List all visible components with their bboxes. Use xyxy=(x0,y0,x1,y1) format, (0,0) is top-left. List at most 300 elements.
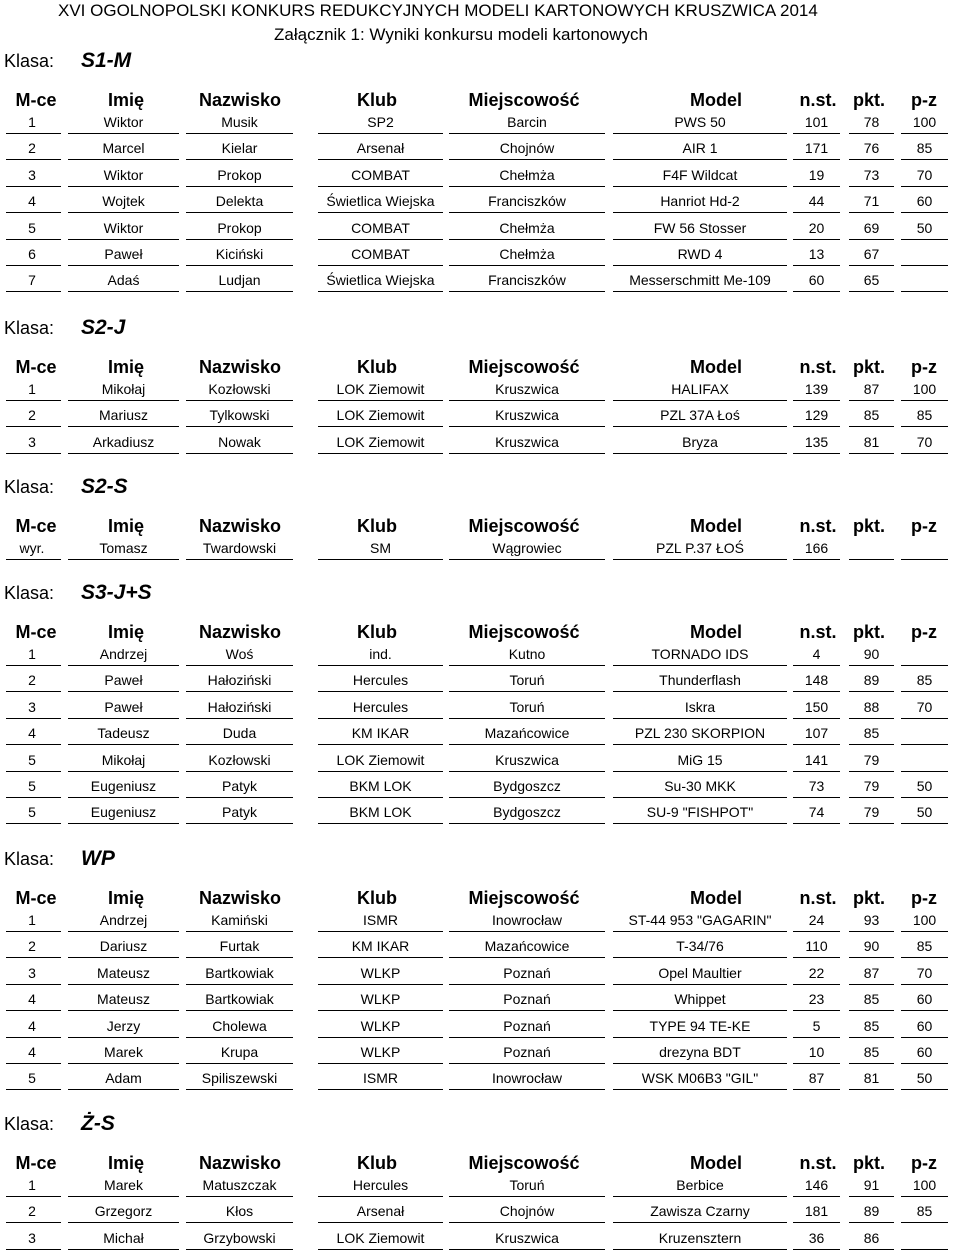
cell-town: Kruszwica xyxy=(449,750,605,772)
class-label: Klasa: xyxy=(4,51,55,71)
cell-first-name: Marek xyxy=(68,1042,179,1064)
column-header-town: Miejscowość xyxy=(468,888,580,908)
cell-model: TYPE 94 TE-KE xyxy=(613,1016,787,1038)
column-header-club: Klub xyxy=(357,622,397,642)
column-header-place: M-ce xyxy=(15,1153,57,1173)
cell-place: 4 xyxy=(6,989,61,1011)
cell-last-name: Nowak xyxy=(186,432,293,454)
cell-place: 2 xyxy=(6,670,61,692)
column-header-pz-points: p-z xyxy=(911,90,937,110)
class-name: Ż-S xyxy=(81,1112,115,1135)
cell-club: WLKP xyxy=(318,1016,443,1038)
cell-start-number: 36 xyxy=(793,1228,840,1250)
cell-club: SP2 xyxy=(318,112,443,134)
cell-pz-points: 85 xyxy=(901,405,948,427)
class-label: Klasa: xyxy=(4,318,55,338)
table-row xyxy=(0,989,960,1015)
cell-first-name: Mikołaj xyxy=(68,750,179,772)
column-header-last-name: Nazwisko xyxy=(198,1153,282,1173)
cell-model: TORNADO IDS xyxy=(613,644,787,666)
cell-town: Franciszków xyxy=(449,191,605,213)
column-header-town: Miejscowość xyxy=(468,516,580,536)
cell-start-number: 24 xyxy=(793,910,840,932)
column-header-town: Miejscowość xyxy=(468,1153,580,1173)
cell-last-name: Kozłowski xyxy=(186,750,293,772)
column-header-first-name: Imię xyxy=(107,516,145,536)
cell-last-name: Spiliszewski xyxy=(186,1068,293,1090)
column-header-town: Miejscowość xyxy=(468,622,580,642)
column-header-place: M-ce xyxy=(15,888,57,908)
column-header-place: M-ce xyxy=(15,516,57,536)
table-row xyxy=(0,1016,960,1042)
results-table xyxy=(0,910,960,1095)
cell-town: Chełmża xyxy=(449,218,605,240)
table-row xyxy=(0,697,960,723)
cell-points: 89 xyxy=(849,670,894,692)
column-header-club: Klub xyxy=(357,1153,397,1173)
cell-model: ST-44 953 "GAGARIN" xyxy=(613,910,787,932)
cell-model: Iskra xyxy=(613,697,787,719)
table-row xyxy=(0,218,960,244)
column-header-points: pkt. xyxy=(852,622,886,642)
cell-place: 2 xyxy=(6,1201,61,1223)
results-table xyxy=(0,379,960,458)
cell-start-number: 4 xyxy=(793,644,840,666)
table-row xyxy=(0,723,960,749)
cell-club: Świetlica Wiejska xyxy=(318,270,443,292)
cell-pz-points: 60 xyxy=(901,989,948,1011)
cell-first-name: Mateusz xyxy=(68,989,179,1011)
column-header-points: pkt. xyxy=(852,1153,886,1173)
cell-last-name: Prokop xyxy=(186,165,293,187)
cell-place: 4 xyxy=(6,1042,61,1064)
cell-place: 4 xyxy=(6,191,61,213)
cell-start-number: 101 xyxy=(793,112,840,134)
cell-pz-points: 60 xyxy=(901,1042,948,1064)
cell-first-name: Marek xyxy=(68,1175,179,1197)
cell-town: Poznań xyxy=(449,989,605,1011)
cell-place: 5 xyxy=(6,802,61,824)
cell-town: Kutno xyxy=(449,644,605,666)
table-header xyxy=(0,354,960,378)
cell-start-number: 23 xyxy=(793,989,840,1011)
cell-points: 65 xyxy=(849,270,894,292)
table-row xyxy=(0,1068,960,1094)
cell-first-name: Wojtek xyxy=(68,191,179,213)
cell-model: HALIFAX xyxy=(613,379,787,401)
cell-last-name: Twardowski xyxy=(186,538,293,560)
table-row xyxy=(0,165,960,191)
cell-pz-points: 50 xyxy=(901,1068,948,1090)
cell-model: Berbice xyxy=(613,1175,787,1197)
cell-first-name: Andrzej xyxy=(68,910,179,932)
cell-model: SU-9 "FISHPOT" xyxy=(613,802,787,824)
cell-model: Kruzensztern xyxy=(613,1228,787,1250)
cell-model: FW 56 Stosser xyxy=(613,218,787,240)
table-row xyxy=(0,802,960,828)
cell-points: 71 xyxy=(849,191,894,213)
cell-last-name: Tylkowski xyxy=(186,405,293,427)
cell-start-number: 150 xyxy=(793,697,840,719)
column-header-pz-points: p-z xyxy=(911,888,937,908)
cell-start-number: 44 xyxy=(793,191,840,213)
table-row xyxy=(0,432,960,458)
cell-first-name: Dariusz xyxy=(68,936,179,958)
cell-start-number: 139 xyxy=(793,379,840,401)
cell-points: 90 xyxy=(849,936,894,958)
table-header xyxy=(0,885,960,909)
cell-club: Hercules xyxy=(318,670,443,692)
column-header-last-name: Nazwisko xyxy=(198,90,282,110)
cell-last-name: Musik xyxy=(186,112,293,134)
cell-points: 86 xyxy=(849,1228,894,1250)
cell-last-name: Krupa xyxy=(186,1042,293,1064)
cell-place: 3 xyxy=(6,963,61,985)
cell-start-number: 20 xyxy=(793,218,840,240)
cell-town: Chełmża xyxy=(449,165,605,187)
cell-model: PZL 230 SKORPION xyxy=(613,723,787,745)
cell-model: PZL 37A Łoś xyxy=(613,405,787,427)
cell-points: 90 xyxy=(849,644,894,666)
cell-place: 2 xyxy=(6,405,61,427)
cell-points: 69 xyxy=(849,218,894,240)
cell-start-number: 166 xyxy=(793,538,840,560)
column-header-last-name: Nazwisko xyxy=(198,888,282,908)
cell-club: KM IKAR xyxy=(318,723,443,745)
cell-town: Poznań xyxy=(449,963,605,985)
cell-town: Franciszków xyxy=(449,270,605,292)
results-table xyxy=(0,538,960,564)
cell-start-number: 73 xyxy=(793,776,840,798)
table-row xyxy=(0,244,960,270)
cell-club: ind. xyxy=(318,644,443,666)
cell-start-number: 5 xyxy=(793,1016,840,1038)
cell-pz-points: 100 xyxy=(901,1175,948,1197)
cell-place: 7 xyxy=(6,270,61,292)
cell-club: Hercules xyxy=(318,697,443,719)
cell-club: BKM LOK xyxy=(318,776,443,798)
cell-town: Kruszwica xyxy=(449,1228,605,1250)
column-header-start-number: n.st. xyxy=(799,888,837,908)
cell-pz-points xyxy=(901,750,948,772)
column-header-start-number: n.st. xyxy=(799,516,837,536)
cell-pz-points xyxy=(901,244,948,266)
cell-first-name: Adaś xyxy=(68,270,179,292)
column-header-last-name: Nazwisko xyxy=(198,357,282,377)
cell-last-name: Hałoziński xyxy=(186,670,293,692)
cell-place: 1 xyxy=(6,644,61,666)
cell-start-number: 13 xyxy=(793,244,840,266)
page-title: XVI OGOLNOPOLSKI KONKURS REDUKCYJNYCH MODELI KARTONOWYCH KRUSZWICA 2014 xyxy=(58,1,818,20)
cell-start-number: 10 xyxy=(793,1042,840,1064)
cell-last-name: Matuszczak xyxy=(186,1175,293,1197)
table-row xyxy=(0,1042,960,1068)
cell-town: Inowrocław xyxy=(449,910,605,932)
table-header xyxy=(0,87,960,111)
cell-pz-points: 70 xyxy=(901,963,948,985)
cell-first-name: Arkadiusz xyxy=(68,432,179,454)
column-header-first-name: Imię xyxy=(107,90,145,110)
column-header-first-name: Imię xyxy=(107,888,145,908)
cell-town: Mazańcowice xyxy=(449,723,605,745)
cell-last-name: Prokop xyxy=(186,218,293,240)
table-header xyxy=(0,513,960,537)
column-header-club: Klub xyxy=(357,90,397,110)
cell-club: COMBAT xyxy=(318,218,443,240)
cell-pz-points: 50 xyxy=(901,776,948,798)
cell-town: Kruszwica xyxy=(449,405,605,427)
cell-last-name: Kiciński xyxy=(186,244,293,266)
cell-model: Zawisza Czarny xyxy=(613,1201,787,1223)
cell-start-number: 171 xyxy=(793,138,840,160)
cell-pz-points: 85 xyxy=(901,1201,948,1223)
cell-pz-points: 100 xyxy=(901,910,948,932)
cell-last-name: Kozłowski xyxy=(186,379,293,401)
cell-last-name: Duda xyxy=(186,723,293,745)
cell-points: 79 xyxy=(849,776,894,798)
table-row xyxy=(0,112,960,138)
column-header-club: Klub xyxy=(357,357,397,377)
cell-model: T-34/76 xyxy=(613,936,787,958)
column-header-points: pkt. xyxy=(852,516,886,536)
column-header-club: Klub xyxy=(357,888,397,908)
cell-first-name: Marcel xyxy=(68,138,179,160)
cell-model: AIR 1 xyxy=(613,138,787,160)
column-header-start-number: n.st. xyxy=(799,90,837,110)
cell-first-name: Eugeniusz xyxy=(68,776,179,798)
column-header-last-name: Nazwisko xyxy=(198,516,282,536)
cell-points: 85 xyxy=(849,989,894,1011)
column-header-town: Miejscowość xyxy=(468,357,580,377)
cell-town: Bydgoszcz xyxy=(449,802,605,824)
cell-last-name: Kielar xyxy=(186,138,293,160)
cell-last-name: Cholewa xyxy=(186,1016,293,1038)
table-row xyxy=(0,963,960,989)
cell-place: 1 xyxy=(6,910,61,932)
column-header-model: Model xyxy=(690,888,742,908)
class-name: WP xyxy=(81,847,115,870)
column-header-points: pkt. xyxy=(852,888,886,908)
column-header-model: Model xyxy=(690,516,742,536)
table-row xyxy=(0,670,960,696)
cell-place: 6 xyxy=(6,244,61,266)
table-row xyxy=(0,750,960,776)
cell-model: Su-30 MKK xyxy=(613,776,787,798)
column-header-model: Model xyxy=(690,357,742,377)
cell-pz-points: 50 xyxy=(901,218,948,240)
column-header-start-number: n.st. xyxy=(799,622,837,642)
cell-town: Toruń xyxy=(449,670,605,692)
table-row xyxy=(0,138,960,164)
cell-town: Toruń xyxy=(449,1175,605,1197)
cell-place: 4 xyxy=(6,723,61,745)
cell-start-number: 181 xyxy=(793,1201,840,1223)
cell-club: ISMR xyxy=(318,910,443,932)
cell-town: Mazańcowice xyxy=(449,936,605,958)
column-header-pz-points: p-z xyxy=(911,622,937,642)
class-label: Klasa: xyxy=(4,477,55,497)
cell-last-name: Woś xyxy=(186,644,293,666)
cell-pz-points: 100 xyxy=(901,379,948,401)
cell-model: Hanriot Hd-2 xyxy=(613,191,787,213)
table-row xyxy=(0,1201,960,1227)
cell-pz-points: 70 xyxy=(901,165,948,187)
column-header-points: pkt. xyxy=(852,90,886,110)
cell-start-number: 19 xyxy=(793,165,840,187)
cell-last-name: Hałoziński xyxy=(186,697,293,719)
cell-first-name: Jerzy xyxy=(68,1016,179,1038)
cell-club: ISMR xyxy=(318,1068,443,1090)
cell-town: Bydgoszcz xyxy=(449,776,605,798)
cell-start-number: 129 xyxy=(793,405,840,427)
cell-pz-points xyxy=(901,270,948,292)
table-row xyxy=(0,644,960,670)
cell-club: Arsenał xyxy=(318,1201,443,1223)
class-name: S3-J+S xyxy=(81,581,152,604)
cell-start-number: 22 xyxy=(793,963,840,985)
cell-club: Świetlica Wiejska xyxy=(318,191,443,213)
column-header-model: Model xyxy=(690,1153,742,1173)
column-header-start-number: n.st. xyxy=(799,1153,837,1173)
table-row xyxy=(0,936,960,962)
class-label: Klasa: xyxy=(4,849,55,869)
cell-model: RWD 4 xyxy=(613,244,787,266)
cell-first-name: Paweł xyxy=(68,670,179,692)
cell-pz-points: 50 xyxy=(901,802,948,824)
cell-town: Chojnów xyxy=(449,1201,605,1223)
cell-points: 85 xyxy=(849,723,894,745)
cell-first-name: Michał xyxy=(68,1228,179,1250)
cell-town: Barcin xyxy=(449,112,605,134)
cell-first-name: Wiktor xyxy=(68,165,179,187)
cell-points: 91 xyxy=(849,1175,894,1197)
cell-pz-points: 85 xyxy=(901,138,948,160)
cell-start-number: 74 xyxy=(793,802,840,824)
cell-model: PZL P.37 ŁOŚ xyxy=(613,538,787,560)
cell-model: F4F Wildcat xyxy=(613,165,787,187)
cell-last-name: Kłos xyxy=(186,1201,293,1223)
cell-pz-points: 85 xyxy=(901,936,948,958)
cell-club: WLKP xyxy=(318,1042,443,1064)
cell-first-name: Paweł xyxy=(68,697,179,719)
cell-club: WLKP xyxy=(318,989,443,1011)
cell-points: 81 xyxy=(849,432,894,454)
cell-points: 87 xyxy=(849,379,894,401)
cell-town: Poznań xyxy=(449,1042,605,1064)
cell-town: Chełmża xyxy=(449,244,605,266)
cell-club: LOK Ziemowit xyxy=(318,405,443,427)
cell-points: 89 xyxy=(849,1201,894,1223)
cell-place: 1 xyxy=(6,1175,61,1197)
table-row xyxy=(0,1175,960,1201)
cell-start-number: 60 xyxy=(793,270,840,292)
cell-first-name: Wiktor xyxy=(68,218,179,240)
column-header-place: M-ce xyxy=(15,622,57,642)
cell-model: WSK M06B3 "GIL" xyxy=(613,1068,787,1090)
cell-town: Chojnów xyxy=(449,138,605,160)
cell-start-number: 107 xyxy=(793,723,840,745)
cell-points: 78 xyxy=(849,112,894,134)
results-table xyxy=(0,112,960,297)
class-name: S2-S xyxy=(81,475,128,498)
column-header-pz-points: p-z xyxy=(911,1153,937,1173)
table-row xyxy=(0,776,960,802)
cell-start-number: 146 xyxy=(793,1175,840,1197)
cell-model: drezyna BDT xyxy=(613,1042,787,1064)
cell-points: 85 xyxy=(849,405,894,427)
cell-pz-points: 100 xyxy=(901,112,948,134)
cell-first-name: Tomasz xyxy=(68,538,179,560)
cell-points: 79 xyxy=(849,802,894,824)
class-label: Klasa: xyxy=(4,583,55,603)
cell-town: Toruń xyxy=(449,697,605,719)
cell-first-name: Adam xyxy=(68,1068,179,1090)
cell-points: 73 xyxy=(849,165,894,187)
cell-first-name: Paweł xyxy=(68,244,179,266)
cell-place: 2 xyxy=(6,936,61,958)
results-table xyxy=(0,1175,960,1254)
table-header xyxy=(0,1150,960,1174)
cell-club: LOK Ziemowit xyxy=(318,379,443,401)
cell-model: MiG 15 xyxy=(613,750,787,772)
column-header-place: M-ce xyxy=(15,90,57,110)
cell-first-name: Grzegorz xyxy=(68,1201,179,1223)
cell-pz-points xyxy=(901,538,948,560)
results-table xyxy=(0,644,960,829)
cell-place: 5 xyxy=(6,1068,61,1090)
cell-pz-points xyxy=(901,1228,948,1250)
cell-first-name: Mariusz xyxy=(68,405,179,427)
cell-points: 81 xyxy=(849,1068,894,1090)
class-name: S2-J xyxy=(81,316,126,339)
cell-model: Thunderflash xyxy=(613,670,787,692)
column-header-model: Model xyxy=(690,90,742,110)
cell-place: 5 xyxy=(6,776,61,798)
table-row xyxy=(0,910,960,936)
table-row xyxy=(0,538,960,564)
cell-pz-points: 70 xyxy=(901,697,948,719)
cell-first-name: Eugeniusz xyxy=(68,802,179,824)
cell-last-name: Patyk xyxy=(186,776,293,798)
cell-club: SM xyxy=(318,538,443,560)
cell-place: wyr. xyxy=(6,538,61,560)
page-subtitle: Załącznik 1: Wyniki konkursu modeli kartonowych xyxy=(274,25,648,44)
cell-club: BKM LOK xyxy=(318,802,443,824)
cell-club: LOK Ziemowit xyxy=(318,750,443,772)
cell-points: 85 xyxy=(849,1016,894,1038)
cell-model: Opel Maultier xyxy=(613,963,787,985)
column-header-first-name: Imię xyxy=(107,1153,145,1173)
table-row xyxy=(0,379,960,405)
cell-town: Kruszwica xyxy=(449,432,605,454)
column-header-pz-points: p-z xyxy=(911,516,937,536)
cell-points: 76 xyxy=(849,138,894,160)
cell-place: 3 xyxy=(6,697,61,719)
column-header-start-number: n.st. xyxy=(799,357,837,377)
column-header-club: Klub xyxy=(357,516,397,536)
column-header-model: Model xyxy=(690,622,742,642)
cell-last-name: Delekta xyxy=(186,191,293,213)
column-header-pz-points: p-z xyxy=(911,357,937,377)
class-name: S1-M xyxy=(81,49,132,72)
cell-club: Hercules xyxy=(318,1175,443,1197)
cell-last-name: Patyk xyxy=(186,802,293,824)
cell-club: Arsenał xyxy=(318,138,443,160)
column-header-first-name: Imię xyxy=(107,357,145,377)
cell-model: Whippet xyxy=(613,989,787,1011)
cell-place: 3 xyxy=(6,432,61,454)
cell-start-number: 135 xyxy=(793,432,840,454)
